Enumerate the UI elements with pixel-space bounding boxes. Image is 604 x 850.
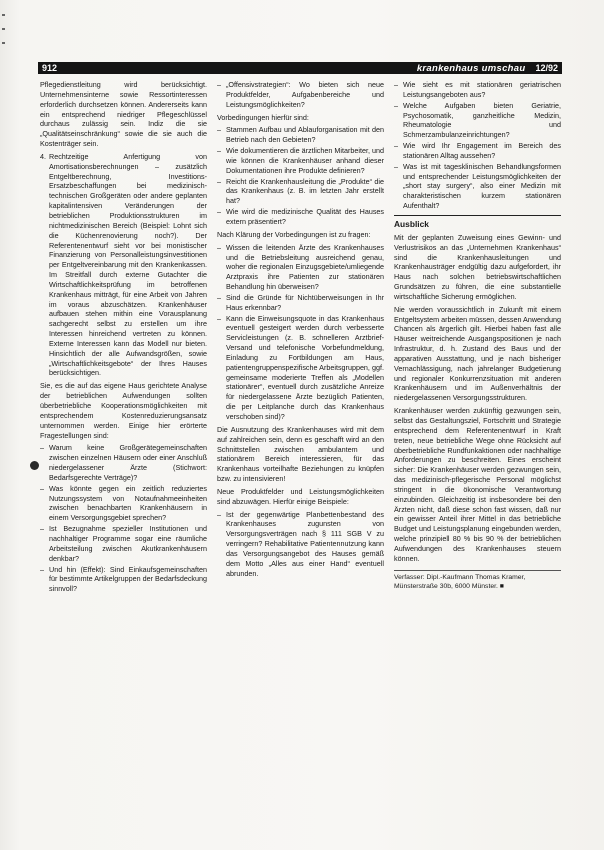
dash-list — [217, 125, 384, 226]
list-item: – Wie wird die medizinische Qualität des Hauses extern präsentiert? — [217, 207, 384, 227]
list-item: – Reicht die Krankenhausleitung die „Produkte“ die das Krankenhaus (z. B. im letzten Jahr erstellt hat? — [217, 177, 384, 207]
list-item: – Wie wird Ihr Engagement im Bereich des stationären Alltag aussehen? — [394, 141, 561, 161]
column-3 — [394, 80, 561, 832]
paragraph: Mit der geplanten Zuweisung eines Gewinn- und Verlustrisikos an das „Unternehmen Krankenhaus“ sind die Krankenhausleitungen und Krankenhausträger endgültig dazu aufgefordert, ihr Haus nach solchen betriebswirtschaftlichen Grundsätzen zu führen, die eine substantielle wirtschaftliche Sicherung ermöglichen. — [394, 232, 561, 301]
list-item: – Kann die Einweisungsquote in das Krankenhaus eventuell gesteigert werden durch verbesserte Servicleistungen (z. B. schnelleren Arztbrief-Versand und telefonische Vorbefundmeldung, Einladung zu Fortbildungen am Haus, patientengruppenspezifische Arbeitsgruppen, ggf. gemeinsame moderierte Treffen als „Modellen stationärer“, eventuell durch zusätzliche Anreize für niedergelassene Ärzte bezüglich Patienten, die per Leitplanche durch das Krankenhaus verschoben sind)? — [217, 314, 384, 422]
paragraph: Sie, es die auf das eigene Haus gerichtete Analyse der betrieblichen Aufwendungen sollten überbetriebliche Kooperationsmöglichkeiten mit entsprechendem Kostenreduzierungsansatz unternommen werden. Einige hier erörterte Fragestellungen sind: — [40, 381, 207, 440]
list-item: – Wissen die leitenden Ärzte des Krankenhauses und die Betriebsleitung ausreichend genau, woher die regionalen Einzugsgebiete/umliegende Arztpraxis ihre Patienten zur stationären Behandlung hin überweisen? — [217, 243, 384, 292]
item-text: Rechtzeitige Anfertigung von Amortisationsberechnungen – zusätzlich Entgeltberechnung, Investitions-Ersatzbeschaffungen bei medizinisch-technischen Großgeräten oder andere geplanten kapitalintensiven Veränderungen der betrieblichen Produktionsstrukturen im nichtmedizinischen Bereich (Beispiel: Lohnt sich die Küchenrenovierung noch?). Der Referentenentwurf sieht vor bei monistischer Finanzierung von Personalleistungsinvestitionen per Entgeltvereinbarung mit den Krankenkassen. Im Streitfall durch externe Gutachter die Wirtschaftlichkeitsprüfung im betroffenen Krankenhaus mitträgt, für eine Arbeit von Jahren im voraus abzuschätzen. Krankenhäuser aufbauen stehen mithin eine Vorausplanung sachgerecht selbst zu erstellen um ihre Interessen hinreichend vertreten zu können. Externe Interessen kann das Modell nur bieten. Hinsichtlich der alle Aufwandsgrößen, sowie „Wirtschaftlichkeitsgebote“ der Ihres Hauses berücksichtigen. — [49, 151, 207, 378]
paragraph: Nach Klärung der Vorbedingungen ist zu fragen: — [217, 229, 371, 239]
list-item: – Und hin (Effekt): Sind Einkaufsgemeinschaften für bestimmte Artikelgruppen der Bedarfsdeckung sinnvoll? — [40, 565, 207, 595]
paragraph: Die Ausnutzung des Krankenhauses wird mit dem auf zahlreichen sein, denn es geschafft wird an den Schnittstellen zwischen ambulantem und stationärem Bereich interessieren, für das Krankenhaus vorteilhafte Beziehungen zu knüpfen bzw. zu intensivieren! — [217, 424, 384, 484]
paragraph: Pflegedienstleitung wird berücksichtigt. Unternehmensinterne sowie Ressortinteressen erforderlich durchsetzen können. Andererseits kann ein entsprechend niedriger Pflegeschlüssel durchaus zulässig sein. Indiz die sie „Qualitätseinschränkung“ sowie die sie auch die Kostenträger sein. — [40, 80, 207, 149]
list-item: – Stammen Aufbau und Ablauforganisation mit den Betrieb nach den Gebieten? — [217, 125, 384, 145]
column-1 — [40, 80, 207, 832]
list-item: – Wie sieht es mit stationären geriatrischen Leistungsangeboten aus? — [394, 80, 561, 100]
paragraph: Vorbedingungen hierfür sind: — [217, 112, 309, 122]
list-item: – Ist der gegenwärtige Planbettenbestand des Krankenhauses zugunsten von Versorgungsverträgen nach § 111 SGB V zu verringern? Rehabilitative Patientennutzung kann das Versorgungsangebot des Hauses gemäß dem Motto „Alles aus einer Hand“ eventuell abrunden. — [217, 510, 384, 579]
list-item: – Welche Aufgaben bieten Geriatrie, Psychosomatik, ganzheitliche Medizin, Rheumatologie und Schmerzambulanzeinrichtungen? — [394, 101, 561, 140]
list-item: – Wie dokumentieren die ärztlichen Mitarbeiter, und wie können die Krankenhäuser anhand dieser Dokumentationen ihre Produkte definieren? — [217, 146, 384, 176]
issue-number: 12/92 — [535, 63, 558, 73]
journal-title: krankenhaus umschau — [416, 62, 526, 74]
page-header-bar — [38, 62, 562, 74]
dash-list — [394, 80, 561, 211]
list-item: – Ist Bezugnahme spezieller Institutionen und nachhaltiger Programme sogar eine räumliche Arbeitsteilung zwischen Akutkrankenhäusern denkbar? — [40, 524, 207, 563]
column-2 — [217, 80, 384, 832]
dash-list — [217, 80, 384, 110]
punch-hole-mark — [30, 461, 39, 470]
dash-list — [217, 243, 384, 422]
list-item: – Was könnte gegen ein zeitlich reduziertes Nutzungssystem von Notaufnahmeeinheiten zwischen benachbarten Krankenhäusern in einem Versorgungsgebiet sprechen? — [40, 484, 207, 523]
dash-list — [40, 443, 207, 594]
author-note: Verfasser: Dipl.-Kaufmann Thomas Kramer, Münsterstraße 30b, 6000 Münster. ■ — [394, 570, 561, 591]
scan-edge-marks — [2, 14, 8, 54]
list-item: – Warum keine Großgerätegemeinschaften zwischen einzelnen Häusern oder einer Anschluß niedergelassener Ärzte (Stichwort: Bedarfsgerechte Verträge)? — [40, 443, 207, 482]
dash-list — [217, 510, 384, 579]
page-number: 912 — [42, 63, 58, 73]
paragraph: Neue Produktfelder und Leistungsmöglichkeiten sind abzuwägen. Hierfür einige Beispiele: — [217, 486, 384, 506]
list-item: – Was ist mit tagesklinischen Behandlungsformen und entsprechender Leistungsmöglichkeiten der „short stay surgery“, also einer Medizin mit charakteristischen kurzem stationären Aufenthalt? — [394, 162, 561, 211]
paragraph: Krankenhäuser werden zukünftig gezwungen sein, selbst das Gestaltungsziel, Fortschritt und Strategie entsprechend dem Referentenentwurf in Kraft treten, neue betriebliche Wege ohne Rücksicht auf überbetriebliche Rundfunkaktionen oder nachhaltige Anforderungen zu beschreiten. Eines erscheint sicher: Die Krankenhäuser werden gezwungen sein, das medizinisch-pflegerische Personal möglichst stringent in die ökonomische Verantwortung einzubinden. Gleichzeitig ist insbesondere bei den Ärzten nicht, daß diese schon fast wissen, daß nur ein gewisser Anteil ihrer Mittel in das betriebliche Budget und Leistungsplanung eingebunden werden, welche prinzipiell 80 % bis 90 % der betrieblichen Aufwendungen des Krankenhauses steuern können. — [394, 406, 561, 563]
section-heading-ausblick: Ausblick — [394, 215, 561, 230]
list-item: – Sind die Gründe für Nichtüberweisungen in Ihr Haus erkennbar? — [217, 293, 384, 313]
numbered-item-4 — [40, 152, 207, 378]
paragraph: Nie werden voraussichtlich in Zukunft mit einem Entgeltsystem arbeiten müssen, dessen Anwendung Chancen als ärgerlich gilt. Hierbei haben fast alle Häuser weitreichende Ausgangspositionen je nach Infrastruktur, d. h. Zustand des Baus und der apparativen Ausstattung, und je nach bisheriger Vernachlässigung, nach jahrelanger Budgetierung und regionaler Konkurrenzsituation mit anderen Krankenhäusern und im Außenverhältnis der niedergelassenen Versorgungsstrukturen. — [394, 304, 562, 403]
list-item: – „Offensivstrategien“: Wo bieten sich neue Produktfelder, Aufgabenbereiche und Leistungsmöglichkeiten? — [217, 80, 384, 110]
item-number: 4. — [40, 151, 46, 161]
article-columns — [40, 80, 562, 832]
